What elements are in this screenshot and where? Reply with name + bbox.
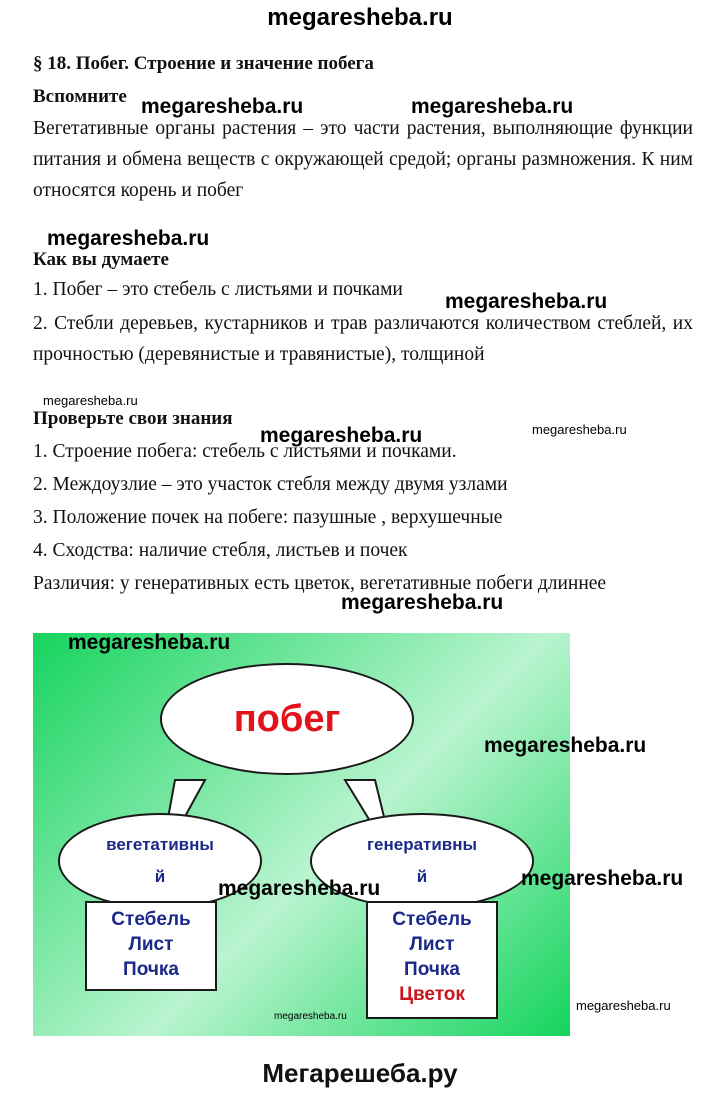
watermark: megaresheba.ru (532, 422, 627, 437)
check-item: 1. Строение побега: стебель с листьями и почками. (33, 441, 457, 462)
watermark: megaresheba.ru (141, 95, 304, 118)
box-item: Стебель (111, 909, 191, 930)
watermark: megaresheba.ru (411, 95, 574, 118)
watermark: megaresheba.ru (341, 591, 504, 614)
box-item: Лист (128, 934, 174, 955)
shoot-diagram (33, 633, 570, 1036)
watermark: megaresheba.ru (47, 227, 210, 250)
site-footer: Мегарешеба.ру (262, 1058, 458, 1088)
vegetative-label-line: й (154, 867, 166, 886)
site-header: megaresheba.ru (267, 4, 453, 31)
watermark: megaresheba.ru (445, 290, 608, 313)
generative-label-line: генеративны (366, 835, 478, 854)
check-item: 4. Сходства: наличие стебля, листьев и почек (33, 540, 408, 561)
shoot-label: побег (233, 697, 341, 740)
box-item: Почка (404, 959, 460, 980)
remember-text: Вегетативные органы растения – это части растения, выполняющие функции питания и обмена веществ с окружающей средой; органы размножения. К ним относятся корень и побег (33, 118, 693, 201)
generative-box (366, 901, 498, 1019)
watermark: megaresheba.ru (274, 1011, 347, 1022)
check-item: Различия: у генеративных есть цветок, вегетативные побеги длиннее (33, 573, 607, 594)
shoot-bubble (160, 663, 414, 775)
box-item: Почка (123, 959, 179, 980)
think-heading: Как вы думаете (33, 249, 169, 270)
watermark: megaresheba.ru (576, 998, 671, 1013)
watermark: megaresheba.ru (68, 631, 231, 654)
watermark: megaresheba.ru (484, 734, 647, 757)
check-item: 2. Междоузлие – это участок стебля между двумя узлами (33, 474, 508, 495)
box-item: Лист (409, 934, 455, 955)
generative-label-line: й (416, 867, 428, 886)
box-item-flower: Цветок (399, 984, 465, 1005)
check-heading: Проверьте свои знания (33, 408, 233, 429)
watermark: megaresheba.ru (218, 877, 381, 900)
vegetative-label-line: вегетативны (106, 835, 214, 854)
think-line-1: 1. Побег – это стебель с листьями и почками (33, 279, 403, 300)
watermark: megaresheba.ru (43, 393, 138, 408)
box-item: Стебель (392, 909, 472, 930)
think-line-2: 2. Стебли деревьев, кустарников и трав различаются количеством стеблей, их прочностью (деревянистые и травянистые), толщиной (33, 313, 693, 365)
watermark: megaresheba.ru (260, 424, 423, 447)
section-title: § 18. Побег. Строение и значение побега (33, 53, 374, 74)
remember-heading: Вспомните (33, 86, 127, 107)
watermark: megaresheba.ru (521, 867, 684, 890)
check-item: 3. Положение почек на побеге: пазушные , верхушечные (33, 507, 503, 528)
vegetative-box (85, 901, 217, 991)
